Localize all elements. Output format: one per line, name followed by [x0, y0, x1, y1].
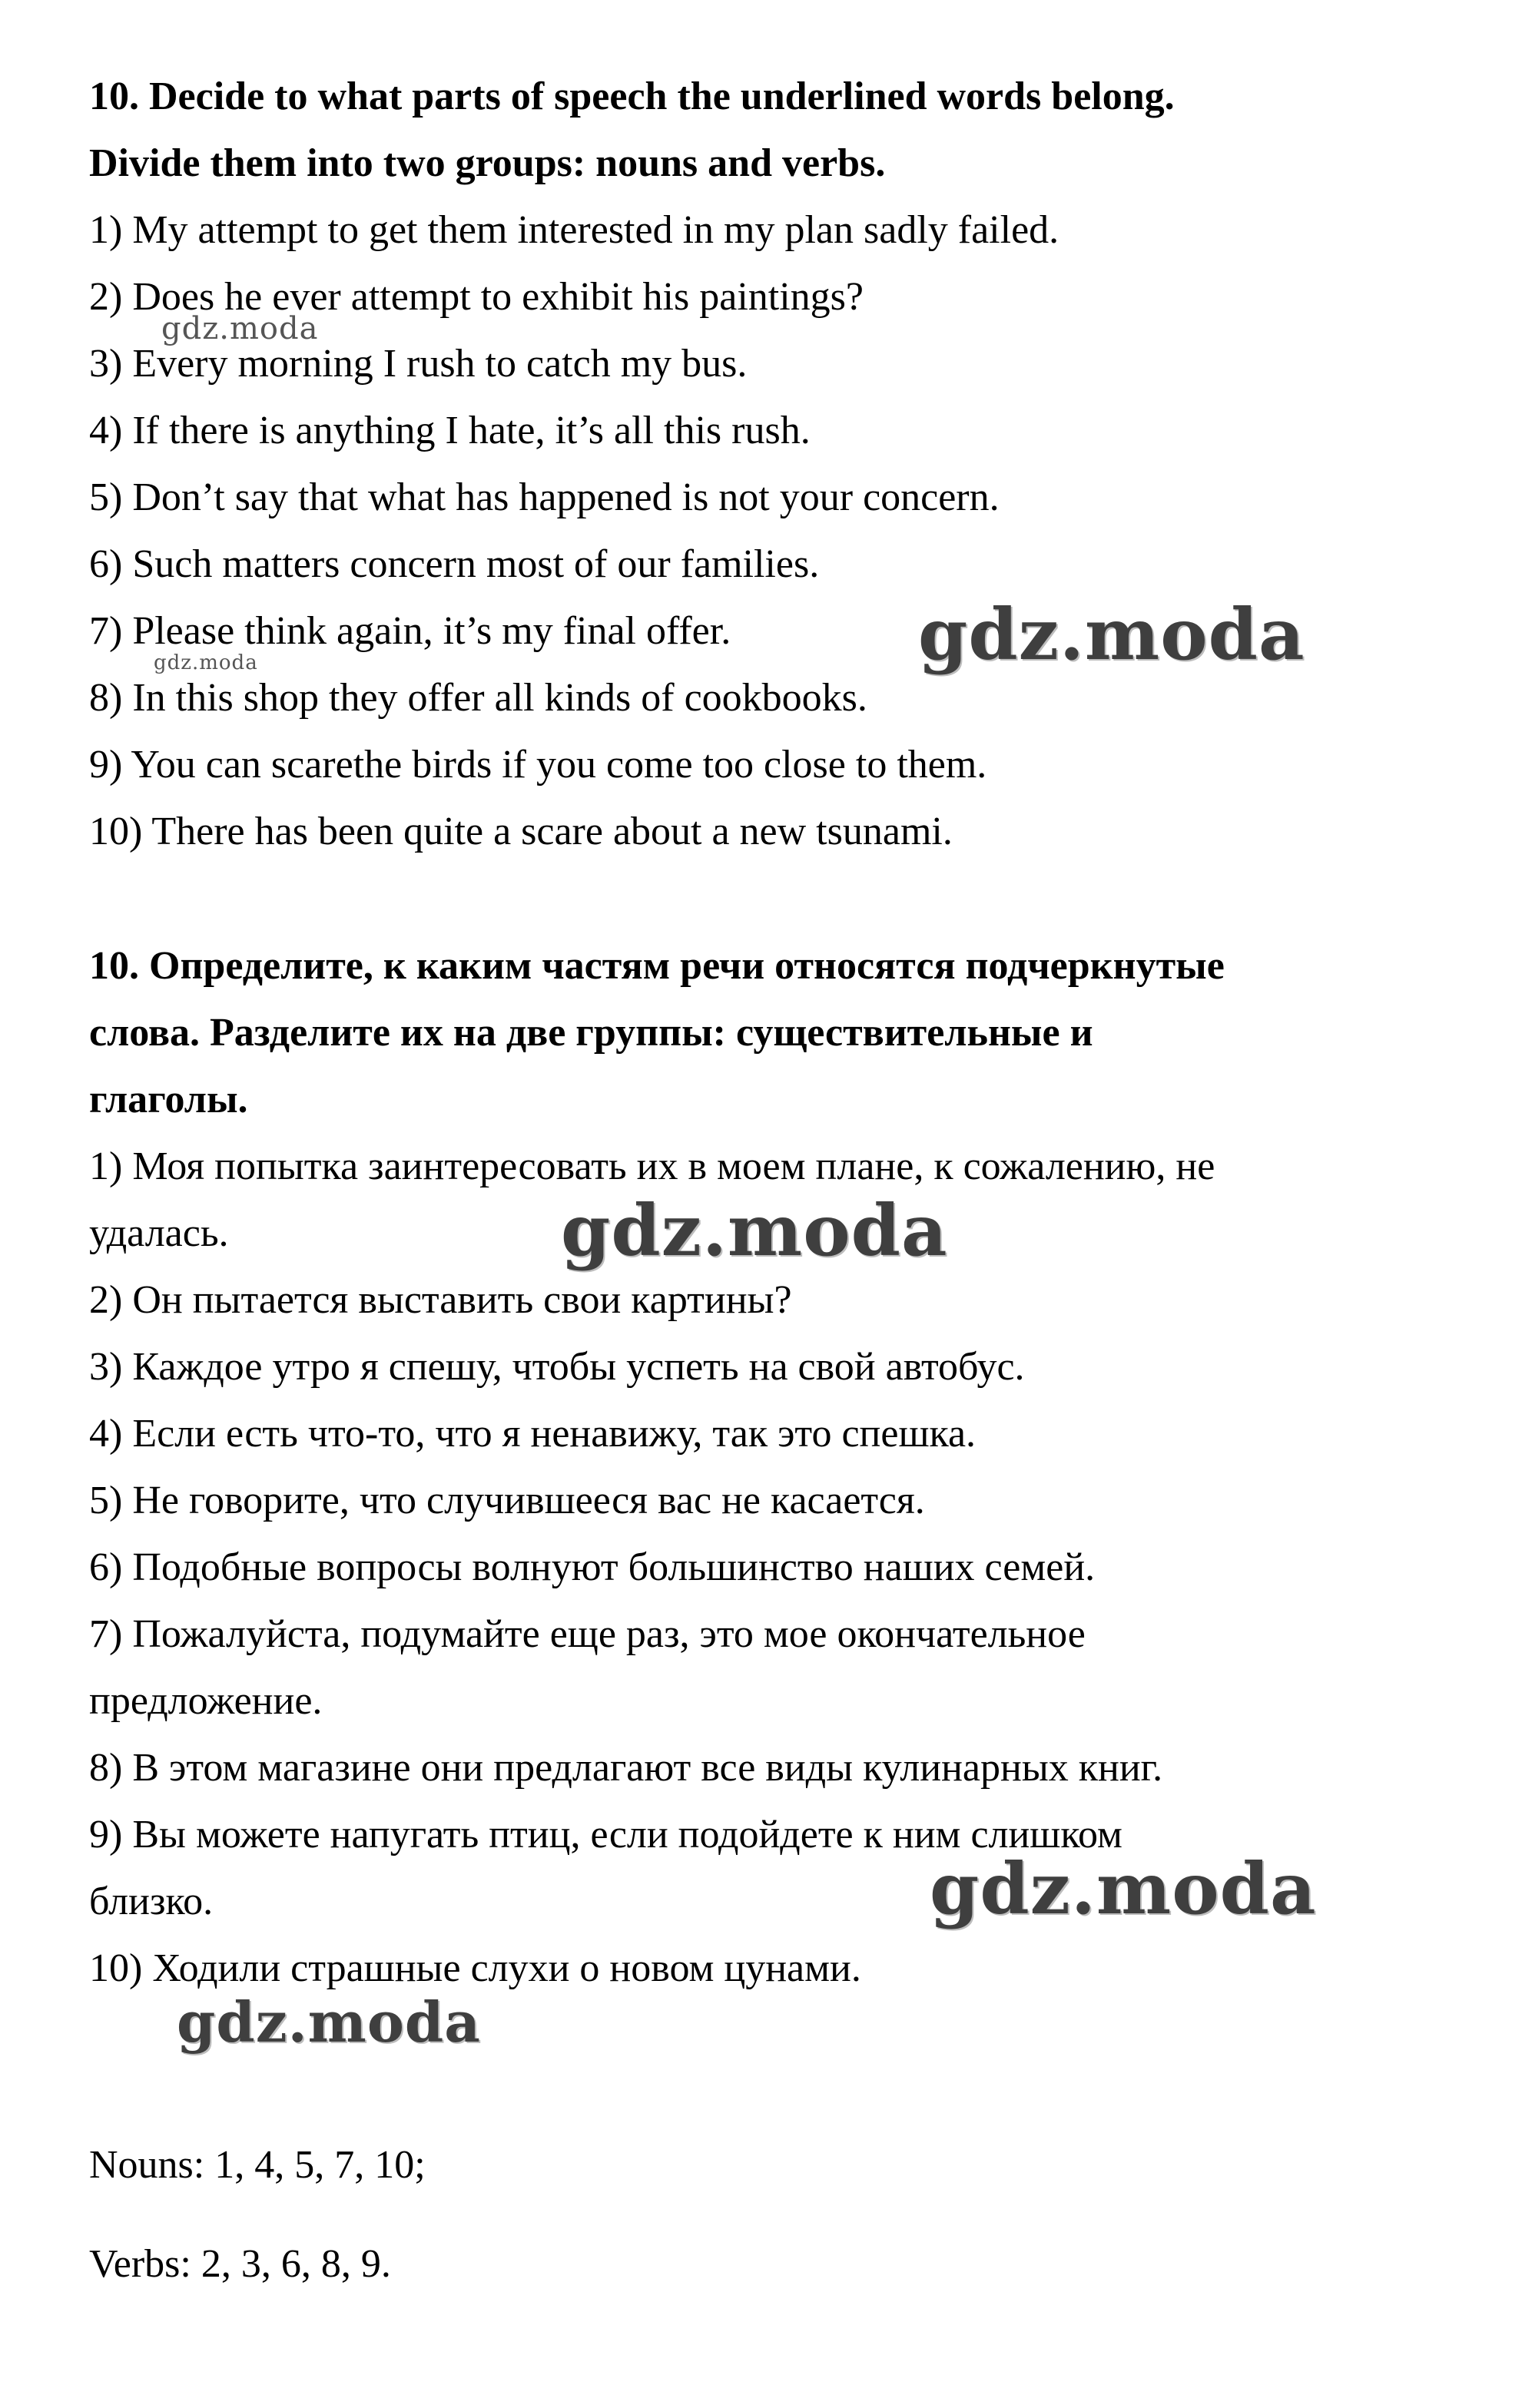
english-sentence-5: 5) Don’t say that what has happened is not your concern.: [89, 475, 1000, 519]
watermark-logo: gdz.moda: [930, 1847, 1317, 1930]
english-task-title-line-2: Divide them into two groups: nouns and verbs.: [89, 141, 886, 185]
russian-line-2: удалась.: [89, 1211, 229, 1255]
english-sentence-1: 1) My attempt to get them interested in my plan sadly failed.: [89, 208, 1059, 252]
russian-line-9: предложение.: [89, 1679, 323, 1723]
russian-line-13: 10) Ходили страшные слухи о новом цунами.: [89, 1946, 861, 1990]
russian-line-11: 9) Вы можете напугать птиц, если подойдете к ним слишком: [89, 1813, 1122, 1857]
russian-line-4: 3) Каждое утро я спешу, чтобы успеть на свой автобус.: [89, 1345, 1025, 1389]
answer-nouns: Nouns: 1, 4, 5, 7, 10;: [89, 2143, 426, 2187]
watermark-logo: gdz.moda: [161, 311, 319, 346]
english-sentence-7: 7) Please think again, it’s my final offer.: [89, 609, 731, 653]
russian-line-8: 7) Пожалуйста, подумайте еще раз, это мое окончательное: [89, 1612, 1086, 1656]
english-sentence-3: 3) Every morning I rush to catch my bus.: [89, 342, 748, 386]
english-sentence-2: 2) Does he ever attempt to exhibit his paintings?: [89, 275, 864, 319]
russian-line-1: 1) Моя попытка заинтересовать их в моем плане, к сожалению, не: [89, 1144, 1215, 1188]
english-sentence-8: 8) In this shop they offer all kinds of cookbooks.: [89, 676, 867, 720]
russian-line-7: 6) Подобные вопросы волнуют большинство наших семей.: [89, 1545, 1096, 1589]
watermark-logo: gdz.moda: [154, 651, 258, 674]
russian-line-5: 4) Если есть что-то, что я ненавижу, так это спешка.: [89, 1412, 977, 1456]
russian-task-title-line-1: 10. Определите, к каким частям речи относятся подчеркнутые: [89, 944, 1225, 988]
english-sentence-9: 9) You can scarethe birds if you come too close to them.: [89, 743, 987, 787]
russian-task-title-line-2: слова. Разделите их на две группы: существительные и: [89, 1011, 1093, 1055]
english-task-title-line-1: 10. Decide to what parts of speech the underlined words belong.: [89, 75, 1175, 118]
answer-verbs: Verbs: 2, 3, 6, 8, 9.: [89, 2242, 391, 2286]
english-sentence-10: 10) There has been quite a scare about a new tsunami.: [89, 810, 953, 853]
watermark-logo: gdz.moda: [918, 593, 1305, 676]
russian-task-title-line-3: глаголы.: [89, 1078, 248, 1121]
russian-line-10: 8) В этом магазине они предлагают все виды кулинарных книг.: [89, 1746, 1163, 1790]
english-sentence-4: 4) If there is anything I hate, it’s all this rush.: [89, 409, 811, 452]
watermark-logo: gdz.moda: [177, 1989, 481, 2055]
english-sentence-6: 6) Such matters concern most of our families.: [89, 542, 820, 586]
watermark-logo: gdz.moda: [561, 1189, 948, 1272]
russian-line-6: 5) Не говорите, что случившееся вас не касается.: [89, 1479, 925, 1522]
russian-line-12: близко.: [89, 1880, 214, 1923]
russian-line-3: 2) Он пытается выставить свои картины?: [89, 1278, 792, 1322]
